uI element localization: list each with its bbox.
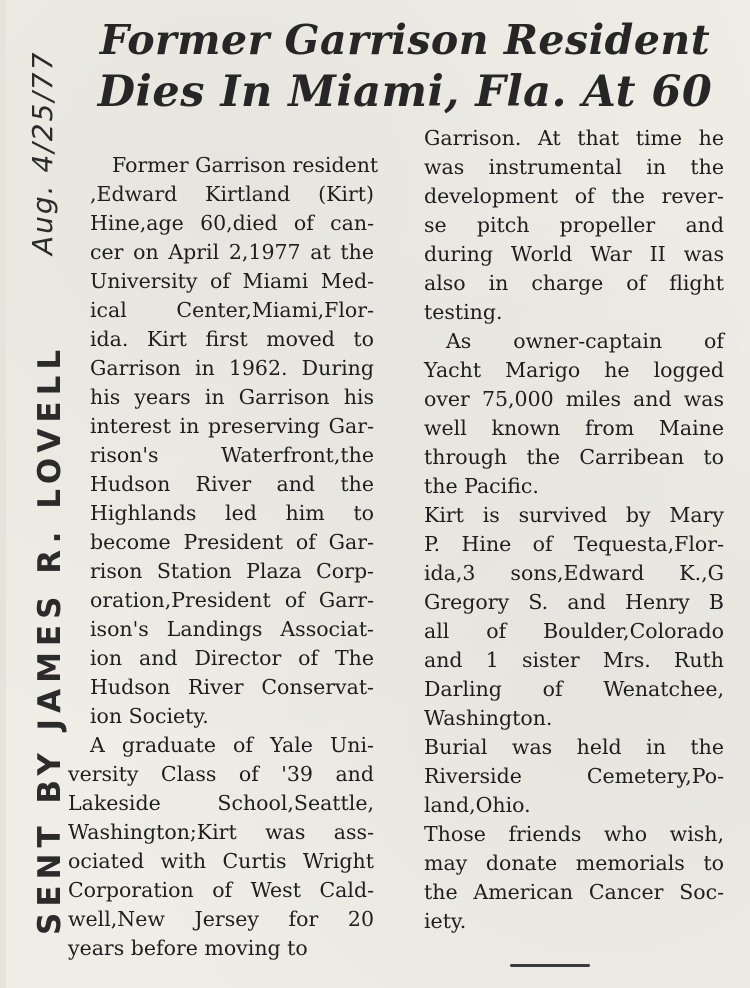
text-line: may donate memorials to xyxy=(424,851,724,875)
text-line: ,Edward Kirtland (Kirt) xyxy=(90,182,374,206)
paragraph-yacht xyxy=(424,327,724,501)
text-line: Washington;Kirt was ass- xyxy=(68,820,374,844)
right-column xyxy=(424,124,724,936)
text-line: ida. Kirt first moved to xyxy=(90,327,374,351)
text-line: Corporation of West Cald- xyxy=(68,878,374,902)
text-line: ical Center,Miami,Flor- xyxy=(90,298,374,322)
text-line: University of Miami Med- xyxy=(90,269,374,293)
text-line: well,New Jersey for 20 xyxy=(68,907,374,931)
text-line: P. Hine of Tequesta,Flor- xyxy=(424,532,724,556)
text-line: was instrumental in the xyxy=(424,155,724,179)
text-line: se pitch propeller and xyxy=(424,213,724,237)
headline-line-2: Dies In Miami, Fla. At 60 xyxy=(97,67,713,117)
headline xyxy=(70,14,740,118)
text-line: Riverside Cemetery,Po- xyxy=(424,764,724,788)
paragraph-survivors xyxy=(424,501,724,733)
paragraph-burial xyxy=(424,733,724,820)
text-line: ida,3 sons,Edward K.,G xyxy=(424,561,724,585)
paragraph-memorials xyxy=(424,820,724,936)
text-line: Hudson River Conservat- xyxy=(90,675,374,699)
text-line: Lakeside School,Seattle, xyxy=(68,791,374,815)
text-line: development of the rever- xyxy=(424,184,724,208)
text-line: the American Cancer Soc- xyxy=(424,880,724,904)
text-line: Garrison. At that time he xyxy=(424,126,724,150)
text-line: ociated with Curtis Wright xyxy=(68,849,374,873)
text-line: ion and Director of The xyxy=(90,646,374,670)
paragraph-career xyxy=(424,124,724,327)
text-line: Gregory S. and Henry B xyxy=(424,590,724,614)
text-line: ison's Landings Associat- xyxy=(90,617,374,641)
text-line: Highlands led him to xyxy=(90,501,374,525)
paragraph-obituary-intro xyxy=(68,151,379,731)
headline-line-1: Former Garrison Resident xyxy=(99,16,711,64)
paragraph-education xyxy=(68,731,374,963)
text-line: iety. xyxy=(424,909,467,933)
end-rule xyxy=(510,964,590,967)
text-line: during World War II was xyxy=(424,242,724,266)
handwritten-date-note: Aug. 4/25/77 xyxy=(26,50,59,255)
text-line: Hudson River and the xyxy=(90,472,374,496)
text-line: As owner-captain of xyxy=(446,329,724,353)
text-line: rison's Waterfront,the xyxy=(90,443,374,467)
text-line: rison Station Plaza Corp- xyxy=(90,559,374,583)
text-line: Hine,age 60,died of can- xyxy=(90,211,374,235)
text-line: testing. xyxy=(424,300,503,324)
text-line: A graduate of Yale Uni- xyxy=(90,733,374,757)
text-line: Former Garrison resident xyxy=(112,153,379,177)
text-line: Garrison in 1962. During xyxy=(90,356,374,380)
left-column xyxy=(68,151,379,963)
paper-edge xyxy=(0,0,6,988)
text-line: well known from Maine xyxy=(424,416,724,440)
text-line: Darling of Wenatchee, xyxy=(424,677,724,701)
text-line: Burial was held in the xyxy=(424,735,724,759)
text-line: the Pacific. xyxy=(424,474,539,498)
text-line: become President of Gar- xyxy=(90,530,374,554)
text-line: and 1 sister Mrs. Ruth xyxy=(424,648,724,672)
text-line: through the Carribean to xyxy=(424,445,724,469)
text-line: oration,President of Garr- xyxy=(90,588,374,612)
text-line: cer on April 2,1977 at the xyxy=(90,240,374,264)
text-line: interest in preserving Gar- xyxy=(90,414,374,438)
text-line: Yacht Marigo he logged xyxy=(424,358,724,382)
text-line: ion Society. xyxy=(90,704,209,728)
text-line: all of Boulder,Colorado xyxy=(424,619,724,643)
text-line: years before moving to xyxy=(68,936,308,960)
text-line: versity Class of '39 and xyxy=(68,762,374,786)
text-line: Those friends who wish, xyxy=(424,822,724,846)
text-line: Kirt is survived by Mary xyxy=(424,503,724,527)
text-line: over 75,000 miles and was xyxy=(424,387,724,411)
handwritten-sender-note: SENT BY JAMES R. LOVELL xyxy=(32,343,68,935)
text-line: land,Ohio. xyxy=(424,793,531,817)
text-line: also in charge of flight xyxy=(424,271,724,295)
text-line: Washington. xyxy=(424,706,553,730)
text-line: his years in Garrison his xyxy=(90,385,374,409)
